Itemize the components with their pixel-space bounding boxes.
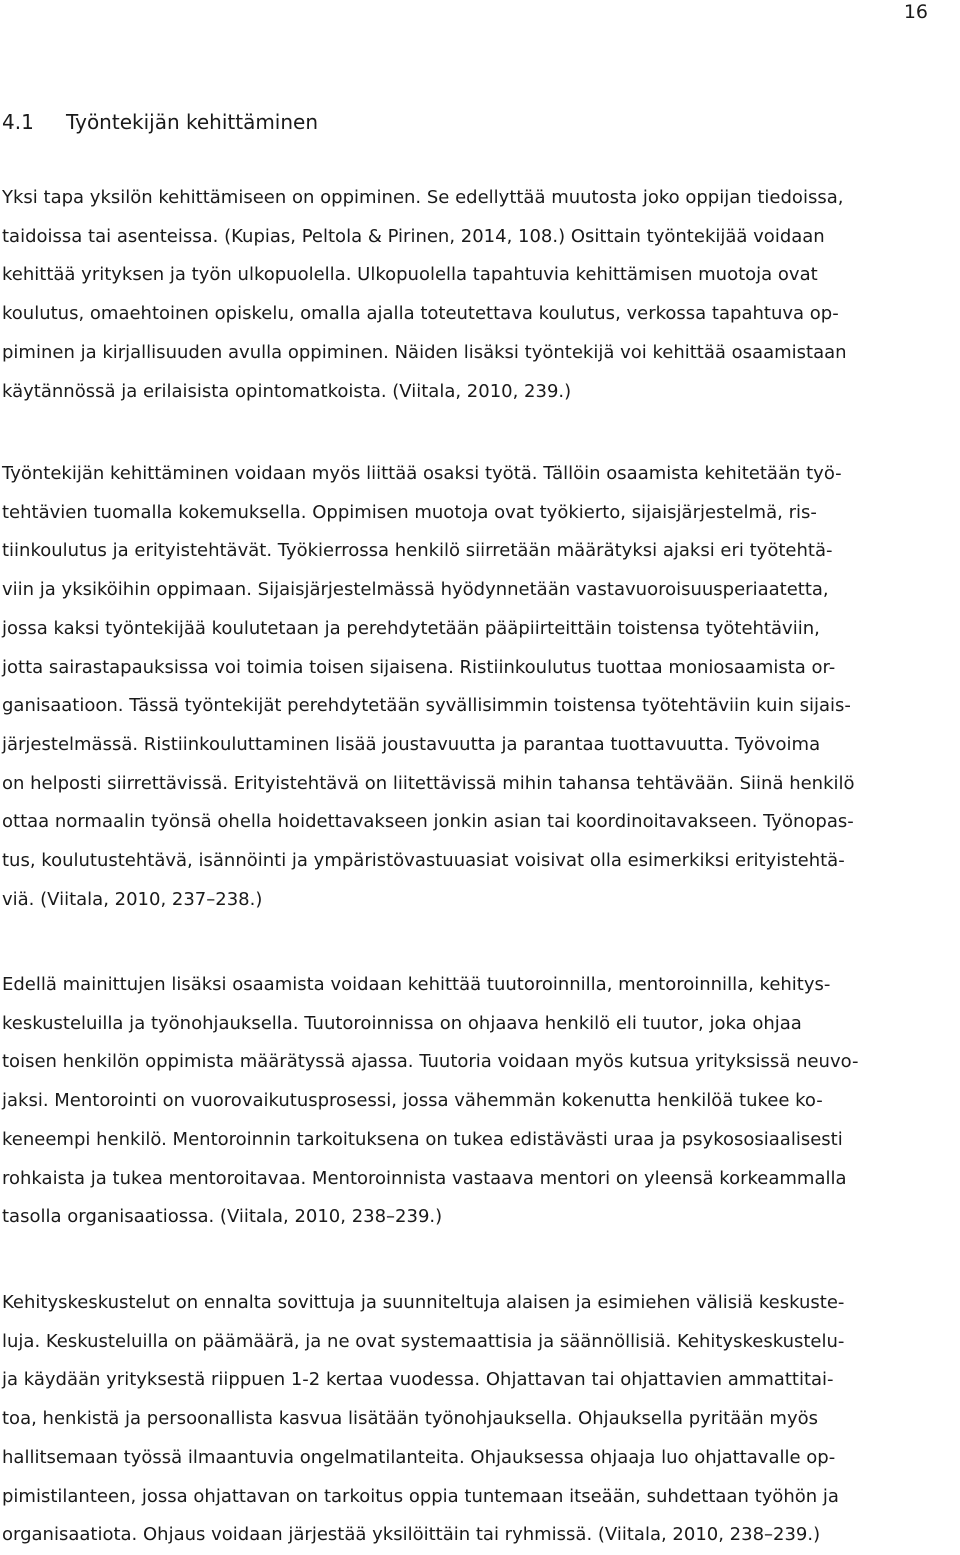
paragraph-3: [2, 966, 957, 1237]
text-line: tehtävien tuomalla kokemuksella. Oppimisen muotoja ovat työkierto, sijaisjärjestelmä, ris-: [2, 501, 817, 523]
text-line: käytännössä ja erilaisista opintomatkoista. (Viitala, 2010, 239.): [2, 380, 572, 402]
text-line: keneempi henkilö. Mentoroinnin tarkoituksena on tukea edistävästi uraa ja psykososiaalisesti: [2, 1128, 843, 1150]
section-title: Työntekijän kehittäminen: [66, 110, 319, 134]
text-line: ottaa normaalin työnsä ohella hoidettavakseen jonkin asian tai koordinoitavakseen. Työnopas-: [2, 811, 854, 833]
text-line: kehittää yrityksen ja työn ulkopuolella. Ulkopuolella tapahtuvia kehittämisen muotoja ovat: [2, 264, 818, 286]
text-line: taidoissa tai asenteissa. (Kupias, Peltola & Pirinen, 2014, 108.) Osittain työntekijää voidaan: [2, 225, 825, 247]
text-line: Kehityskeskustelut on ennalta sovittuja ja suunniteltuja alaisen ja esimiehen välisiä keskuste-: [2, 1292, 845, 1313]
text-line: järjestelmässä. Ristiinkouluttaminen lisää joustavuutta ja parantaa tuottavuutta. Työvoima: [2, 733, 821, 755]
paragraph-4: [2, 1284, 957, 1555]
text-line: keskusteluilla ja työnohjauksella. Tuutoroinnissa on ohjaava henkilö eli tuutor, joka ohjaa: [2, 1012, 802, 1034]
text-line: viä. (Viitala, 2010, 237–238.): [2, 888, 263, 910]
text-line: Edellä mainittujen lisäksi osaamista voidaan kehittää tuutoroinnilla, mentoroinnilla, kehitys-: [2, 974, 831, 995]
text-line: rohkaista ja tukea mentoroitavaa. Mentoroinnista vastaava mentori on yleensä korkeammalla: [2, 1167, 847, 1189]
text-line: ja käydään yrityksestä riippuen 1-2 kertaa vuodessa. Ohjattavan tai ohjattavien ammattitai-: [2, 1369, 834, 1391]
text-line: tiinkoulutus ja erityistehtävät. Työkierrossa henkilö siirretään määrätyksi ajaksi eri työtehtä-: [2, 540, 833, 562]
page-number: 16: [903, 1, 928, 23]
text-line: Yksi tapa yksilön kehittämiseen on oppiminen. Se edellyttää muutosta joko oppijan tiedoissa,: [2, 187, 844, 208]
text-line: viin ja yksiköihin oppimaan. Sijaisjärjestelmässä hyödynnetään vastavuoroisuusperiaatetta,: [2, 579, 829, 601]
text-line: jotta sairastapauksissa voi toimia toisen sijaisena. Ristiinkoulutus tuottaa moniosaamista or-: [2, 656, 836, 678]
text-line: toisen henkilön oppimista määrätyssä ajassa. Tuutoria voidaan myös kutsua yrityksissä neuvo-: [2, 1051, 859, 1073]
paragraph-2: [2, 455, 957, 919]
text-line: tasolla organisaatiossa. (Viitala, 2010, 238–239.): [2, 1206, 443, 1228]
section-number: 4.1: [2, 110, 34, 134]
text-line: luja. Keskusteluilla on päämäärä, ja ne ovat systemaattisia ja säännöllisiä. Kehityskeskustelu-: [2, 1330, 845, 1352]
paragraph-1: [2, 179, 957, 411]
text-line: piminen ja kirjallisuuden avulla oppiminen. Näiden lisäksi työntekijä voi kehittää osaamistaan: [2, 341, 847, 363]
text-line: jossa kaksi työntekijää koulutetaan ja perehdytetään pääpiirteittäin toistensa työtehtäviin,: [2, 617, 820, 639]
text-line: organisaatiota. Ohjaus voidaan järjestää yksilöittäin tai ryhmissä. (Viitala, 2010, 238–239.): [2, 1524, 821, 1546]
text-line: tus, koulutustehtävä, isännöinti ja ympäristövastuuasiat voisivat olla esimerkiksi erityistehtä-: [2, 850, 845, 872]
section-heading: [2, 108, 318, 136]
text-line: jaksi. Mentorointi on vuorovaikutusprosessi, jossa vähemmän kokenutta henkilöä tukee ko-: [2, 1090, 823, 1112]
text-line: ganisaatioon. Tässä työntekijät perehdytetään syvällisimmin toistensa työtehtäviin kuin sijais-: [2, 695, 851, 717]
text-line: pimistilanteen, jossa ohjattavan on tarkoitus oppia tuntemaan itseään, suhdettaan työhön ja: [2, 1485, 839, 1507]
text-line: hallitsemaan työssä ilmaantuvia ongelmatilanteita. Ohjauksessa ohjaaja luo ohjattavalle op-: [2, 1446, 836, 1468]
text-line: on helposti siirrettävissä. Erityistehtävä on liitettävissä mihin tahansa tehtävään. Siinä henkilö: [2, 772, 855, 794]
text-line: toa, henkistä ja persoonallista kasvua lisätään työnohjauksella. Ohjauksella pyritään myös: [2, 1408, 819, 1430]
text-line: Työntekijän kehittäminen voidaan myös liittää osaksi työtä. Tällöin osaamista kehitetään työ-: [2, 463, 842, 484]
text-line: koulutus, omaehtoinen opiskelu, omalla ajalla toteutettava koulutus, verkossa tapahtuva op-: [2, 303, 839, 325]
